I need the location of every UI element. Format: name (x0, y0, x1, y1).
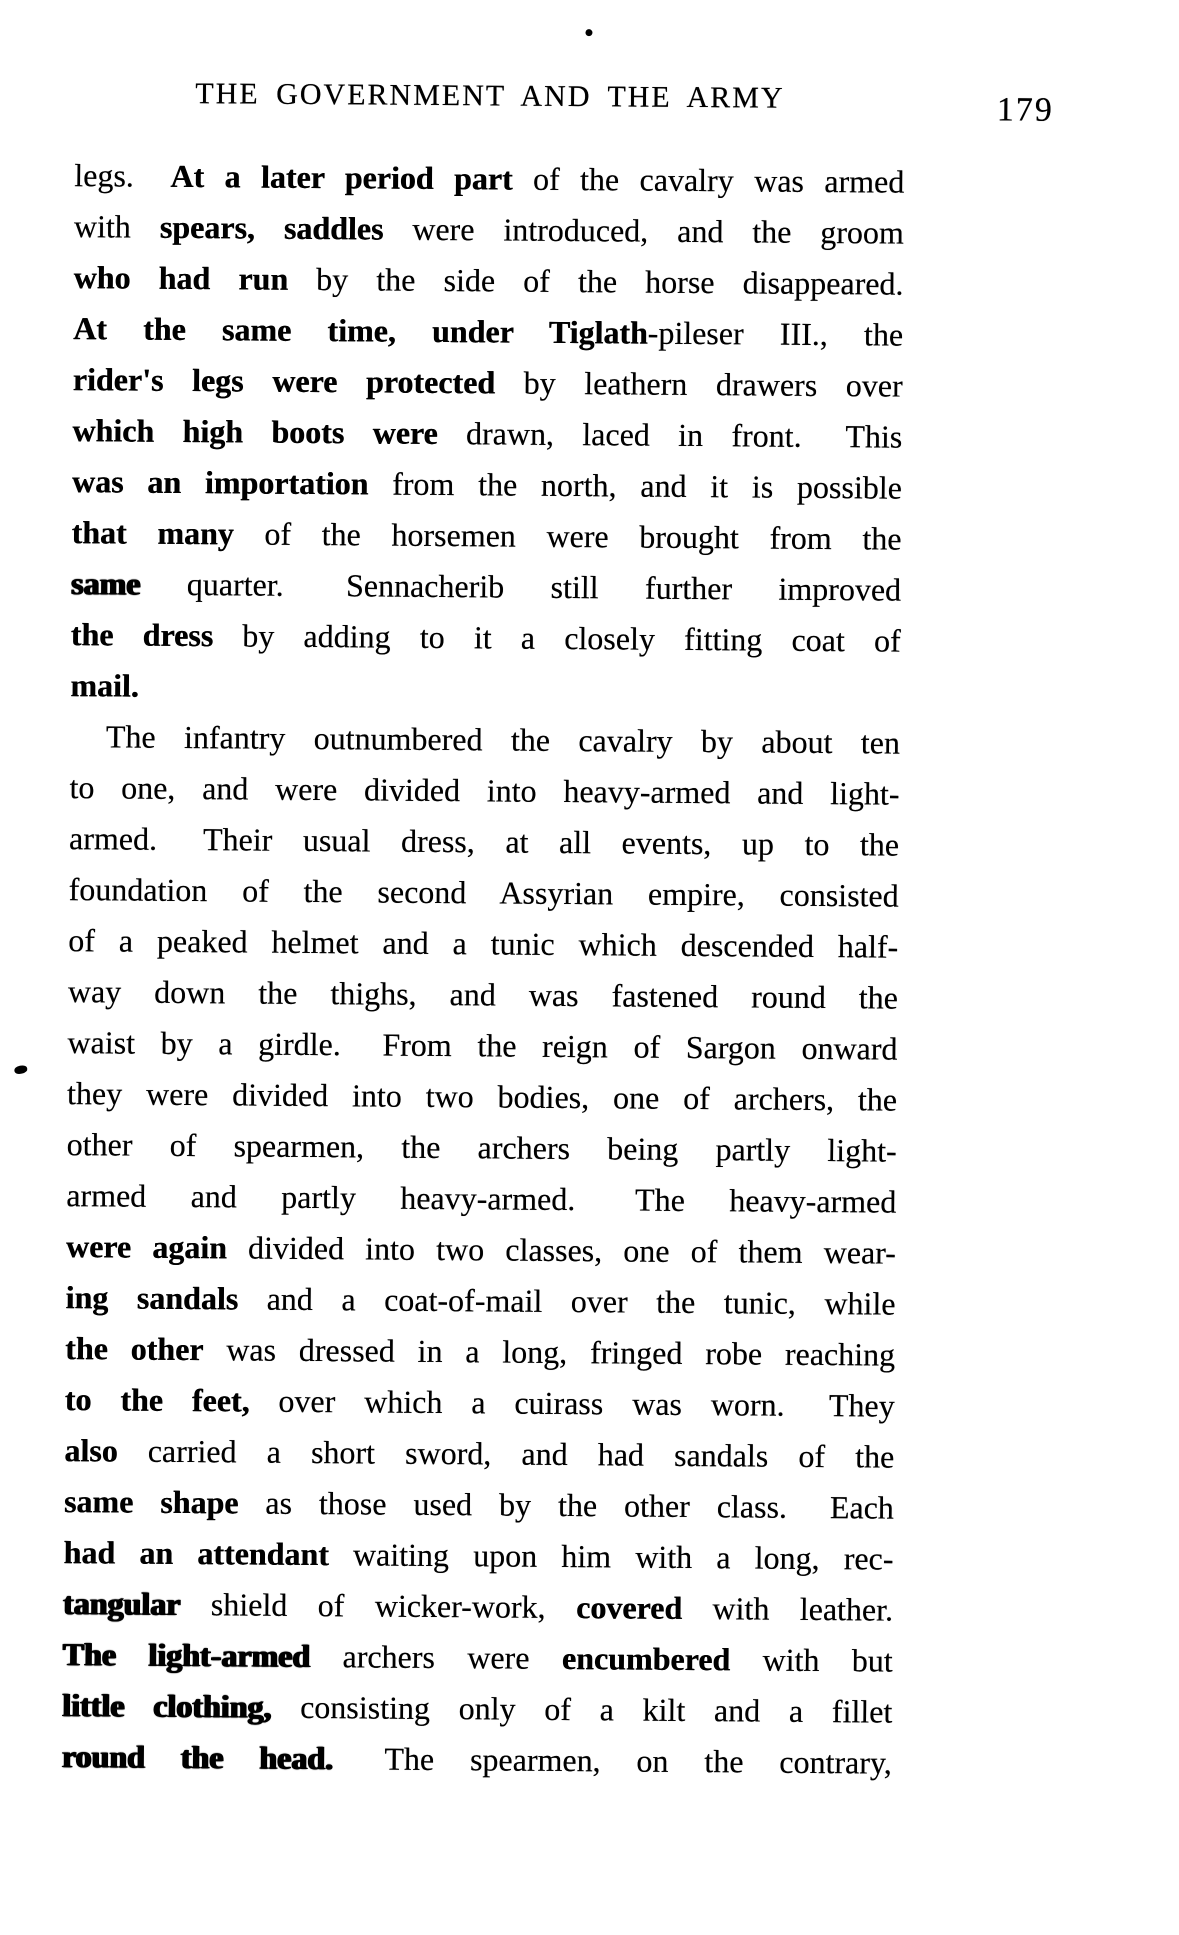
text-run: they were divided into two bodies, one of archers, the (66, 1075, 898, 1118)
text-run: and a coat-of-mail over the tunic, while (237, 1280, 896, 1322)
text-run: spears, saddles (159, 208, 384, 247)
text-run: -pileser III., the (647, 314, 904, 353)
text-run: over which a cuirass was worn. They (249, 1382, 895, 1424)
text-line (66, 1170, 896, 1228)
text-run: The light-armed (62, 1636, 311, 1675)
text-line (69, 813, 899, 871)
page-number: 179 (996, 91, 1055, 129)
page-body-text (62, 150, 905, 1788)
text-run: other of spearmen, the archers being partly light- (66, 1126, 897, 1169)
text-run: from the north, and it is possible (368, 465, 903, 506)
text-run: ing sandals (65, 1279, 239, 1317)
text-line (74, 150, 904, 208)
text-run: the other (64, 1330, 204, 1368)
text-run: waist by a girdle. From the reign of Sargon onward (67, 1024, 898, 1067)
text-line (74, 201, 904, 259)
text-line (69, 762, 899, 820)
text-line (69, 864, 899, 922)
text-run: The infantry outnumbered the cavalry by about ten (105, 718, 901, 761)
text-run: of the cavalry was armed (512, 160, 905, 200)
text-run: shield of wicker-work, (180, 1585, 577, 1626)
text-run: round the head. (61, 1738, 334, 1777)
text-line (70, 711, 900, 769)
text-run: waiting upon him with a long, rec- (328, 1536, 894, 1577)
text-run: At a later period part (170, 157, 513, 197)
text-line (65, 1323, 895, 1381)
text-run: legs. (74, 157, 171, 194)
text-run: which high boots were (72, 412, 438, 451)
text-run: same shape (63, 1483, 239, 1521)
text-run: with leather. (681, 1589, 894, 1628)
text-run: the dress (70, 616, 214, 654)
text-run: drawn, laced in front. This (437, 414, 903, 455)
text-run: as those used by the other class. Each (238, 1484, 895, 1526)
text-run: with but (730, 1641, 893, 1679)
text-line (71, 507, 901, 565)
text-line (64, 1476, 894, 1534)
text-line (72, 456, 902, 514)
text-run: archers were (310, 1638, 563, 1676)
text-line (65, 1272, 895, 1330)
text-run: rider's legs were protected (72, 361, 496, 401)
text-run: armed and partly heavy-armed. The heavy-armed (66, 1177, 897, 1220)
text-line (73, 303, 903, 361)
text-line (67, 1017, 897, 1075)
text-run: quarter. Sennacherib still further improved (140, 565, 902, 608)
text-run: that many (71, 514, 234, 552)
text-line (71, 558, 901, 616)
text-line (72, 405, 902, 463)
text-line (67, 1068, 897, 1126)
text-line (63, 1578, 893, 1636)
text-line (63, 1527, 893, 1585)
text-run: had an attendant (63, 1534, 329, 1573)
text-line (62, 1731, 892, 1789)
text-line (70, 660, 900, 718)
text-run: was an importation (71, 463, 369, 502)
text-run: way down the thighs, and was fastened round the (67, 973, 899, 1016)
text-line (68, 966, 898, 1024)
text-run: to one, and were divided into heavy-armed and light- (69, 769, 900, 812)
text-run: tangular (62, 1585, 181, 1622)
text-run: mail. (70, 667, 139, 704)
text-run: who had run (73, 259, 289, 297)
text-run: consisting only of a kilt and a fillet (271, 1688, 893, 1730)
text-run: by adding to it a closely fitting coat of (212, 617, 901, 659)
text-run: by leathern drawers over (494, 364, 903, 404)
text-run: The spearmen, on the contrary, (332, 1740, 893, 1781)
text-run: were again (65, 1228, 228, 1266)
text-run: encumbered (561, 1639, 731, 1678)
text-run: carried a short sword, and had sandals of the (117, 1432, 895, 1475)
text-run: of the horsemen were brought from the (233, 515, 902, 557)
text-line (73, 354, 903, 412)
text-line (67, 1119, 897, 1177)
text-line (63, 1629, 893, 1687)
text-run: of a peaked helmet and a tunic which descended half- (68, 922, 899, 965)
text-run: to the feet, (64, 1381, 250, 1419)
text-run: armed. Their usual dress, at all events, up to the (68, 820, 900, 863)
paragraph (62, 711, 900, 1788)
text-run: divided into two classes, one of them wear- (226, 1229, 897, 1271)
text-line (62, 1680, 892, 1738)
text-run: foundation of the second Assyrian empire, consisted (68, 871, 899, 914)
text-run: same (70, 565, 141, 602)
text-line (66, 1221, 896, 1279)
text-run: with (73, 208, 160, 245)
text-line (64, 1425, 894, 1483)
text-run: was dressed in a long, fringed robe reaching (203, 1331, 896, 1373)
ink-speck (14, 1065, 28, 1075)
ink-speck (585, 29, 592, 36)
text-run: At the same time, under Tiglath (72, 310, 648, 351)
text-line (71, 609, 901, 667)
text-run: little clothing, (62, 1687, 272, 1725)
running-header: THE GOVERNMENT AND THE ARMY (195, 77, 785, 115)
text-run: were introduced, and the groom (383, 210, 905, 251)
paragraph (70, 150, 904, 718)
text-run: also (64, 1432, 118, 1469)
text-run: by the side of the horse disappeared. (287, 260, 904, 302)
text-run: covered (575, 1589, 683, 1626)
text-line (65, 1374, 895, 1432)
text-line (73, 252, 903, 310)
text-line (68, 915, 898, 973)
